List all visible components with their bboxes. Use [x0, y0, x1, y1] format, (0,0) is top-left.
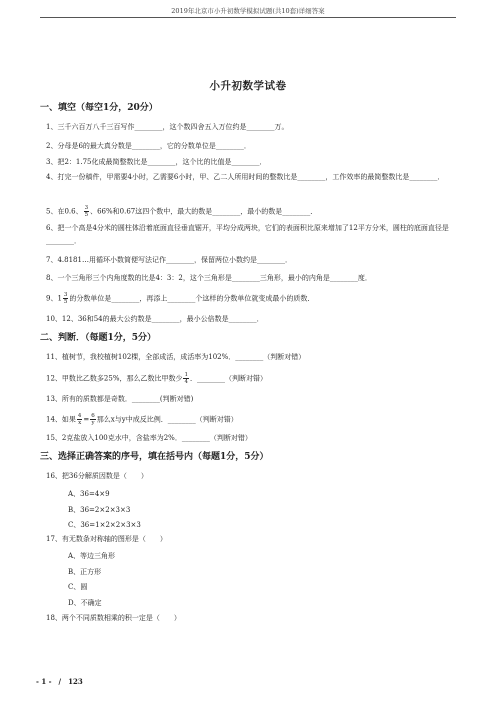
fraction-3-5	[84, 205, 90, 218]
question-12	[46, 372, 267, 385]
page-header: 2019年北京市小升初数学模拟试题(共10套)详细答案	[171, 7, 325, 15]
fraction-6-y	[90, 413, 96, 426]
question-10: 10、12、36和54的最大公约数是________，最小公倍数是________．	[46, 315, 264, 323]
question-5-part-a: 5、在0.6、	[46, 207, 83, 216]
fraction-denominator: 5	[63, 299, 68, 305]
section-heading-fill-in: 一、填空（每空1分，20分）	[40, 103, 158, 113]
fraction-numerator: 1	[184, 372, 188, 378]
question-1: 1、三千六百万八千三百写作________，这个数四舍五入万位约是________万。	[46, 123, 289, 131]
question-2: 2、分母是6的最大真分数是________，它的分数单位是________．	[46, 142, 251, 150]
question-4: 4、打完一份稿件，甲需要4小时，乙需要6小时，甲、乙二人所用时间的整数比是________，工作效率的最简整数比是________．	[46, 173, 445, 181]
question-14-part-b: 那么x与y中成反比例．________（判断对错）	[96, 415, 238, 424]
fraction-numerator: 6	[91, 413, 95, 419]
question-8: 8、一个三角形三个内角度数的比是4：3：2，这个三角形是________三角形，最小的内角是________度．	[46, 274, 372, 282]
page-title: 小升初数学试卷	[209, 80, 287, 92]
question-6: 6、把一个高是4分米的圆柱体沿着底面直径垂直锯开，平均分成两块，它们的表面积比原来增加了12平方分米，圆柱的底面直径是________．	[46, 224, 449, 245]
question-12-part-a: 12、甲数比乙数多25%，那么乙数比甲数少	[46, 374, 183, 383]
fraction-3-5	[63, 292, 69, 305]
question-16-option-c: C、36=1×2×2×3×3	[68, 521, 141, 529]
fraction-denominator: 4	[184, 379, 188, 385]
fraction-4-x	[77, 413, 83, 426]
question-17: 17、有无数条对称轴的图形是（ ）	[46, 535, 167, 543]
question-15: 15、2克盐放入100克水中，含盐率为2%．________（判断对错）	[46, 434, 252, 442]
page-number: - 1 - / 123	[36, 677, 83, 686]
question-9-part-b: 的分数单位是________，再添上________个这样的分数单位就变成最小的质数．	[69, 294, 315, 303]
question-14	[46, 413, 238, 426]
fraction-denominator: 5	[84, 212, 89, 218]
question-16: 16、把36分解质因数是（ ）	[46, 472, 148, 480]
question-3: 3、把2：1.75化成最简整数比是________，这个比的比值是________．	[46, 158, 267, 166]
fraction-denominator: y	[91, 420, 95, 426]
section-heading-true-false: 二、判断．（每题1分，5分）	[40, 333, 157, 343]
equals-sign: =	[83, 415, 90, 424]
section-heading-multiple-choice: 三、选择正确答案的序号，填在括号内（每题1分，5分）	[40, 452, 269, 462]
question-7: 7、4.8181…用循环小数简便写法记作________，保留两位小数约是________．	[46, 256, 292, 264]
question-9-part-a: 9、1	[46, 294, 62, 303]
question-5-part-b: 、66%和0.67这四个数中，最大的数是________，最小的数是________．	[90, 207, 318, 216]
fraction-denominator: x	[78, 420, 82, 426]
question-17-option-d: D、不确定	[68, 599, 102, 607]
question-9	[46, 292, 314, 305]
question-11: 11、植树节，我校植树102棵，全部成活，成活率为102%．________（判断对错）	[46, 353, 306, 361]
question-12-part-b: ．________（判断对错）	[189, 374, 267, 383]
fraction-1-4	[183, 372, 189, 385]
question-14-part-a: 14、如果	[46, 415, 76, 424]
fraction-numerator: 3	[63, 292, 68, 298]
question-16-option-a: A、36=4×9	[68, 490, 110, 498]
question-5	[46, 205, 317, 218]
fraction-numerator: 4	[77, 413, 82, 419]
fraction-numerator: 3	[84, 205, 89, 211]
question-13: 13、所有的质数都是奇数．________(判断对错)	[46, 395, 194, 403]
header-divider	[40, 17, 456, 18]
question-17-option-b: B、正方形	[68, 568, 102, 576]
question-17-option-c: C、圆	[68, 583, 88, 591]
question-16-option-b: B、36=2×2×3×3	[68, 506, 131, 514]
question-18: 18、两个不同质数相乘的积一定是（ ）	[46, 614, 181, 622]
question-17-option-a: A、等边三角形	[68, 552, 116, 560]
